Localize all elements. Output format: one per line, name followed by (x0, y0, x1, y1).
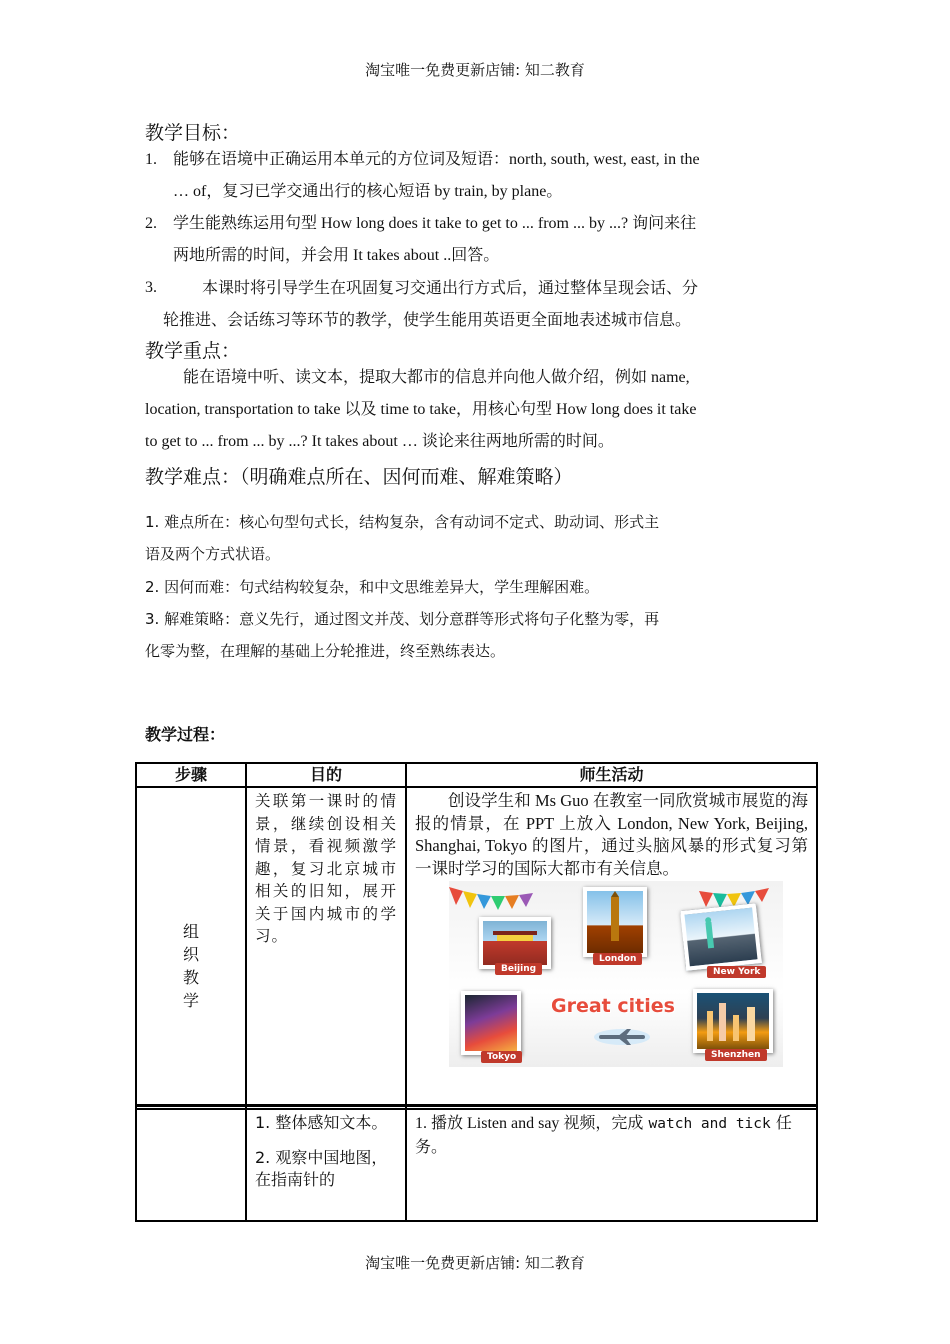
photo-shenzhen (693, 989, 773, 1053)
activity-cell (406, 787, 817, 1105)
objective-2-line1: 学生能熟练运用句型 How long does it take to get to ... from ... by ...? 询问来往 (173, 215, 697, 232)
purpose-2-item2: 2. 观察中国地图，在指南针的 (255, 1147, 388, 1189)
slide-title: Great cities (551, 995, 675, 1017)
photo-new-york (680, 903, 762, 971)
step-char: 教 (182, 967, 199, 987)
process-table (135, 762, 818, 1222)
great-cities-slide (449, 881, 783, 1067)
objective-3-number: 3. (145, 279, 157, 296)
activity-text: 创设学生和 Ms Guo 在教室一同欣赏城市展览的海报的情景，在 PPT 上放入 London, New York, Beijing, Shanghai, Tokyo 的图片，通过头脑风暴的形式复习第一课时学习的国际大都市有关信息。 (415, 791, 808, 878)
purpose-cell-2 (246, 1109, 406, 1221)
step-cell-2 (136, 1109, 246, 1221)
activity-2-text (407, 1110, 816, 1158)
key-points-title: 教学重点： (145, 340, 241, 362)
label-london: London (593, 953, 642, 965)
header-purpose: 目的 (246, 763, 406, 787)
objective-3-line1: 本课时将引导学生在巩固复习交通出行方式后，通过整体呈现会话、分 (202, 278, 699, 297)
step-char: 组 (182, 921, 199, 941)
key-points-line2: location, transportation to take 以及 time to take，用核心句型 How long does it take (145, 401, 697, 418)
objectives-title: 教学目标： (145, 122, 241, 144)
activity-2-code: watch and tick (648, 1116, 771, 1132)
skyline-icon (697, 993, 769, 1049)
statue-of-liberty-icon (684, 908, 757, 967)
table-header-row (136, 763, 817, 787)
key-points-line3: to get to ... from ... by ...? It takes about … 谈论来往两地所需的时间。 (145, 433, 614, 450)
purpose-text: 关联第一课时的情景，继续创设相关情景，看视频激学趣，复习北京城市相关的旧知，展开关于国内城市的学习。 (255, 792, 397, 945)
process-title: 教学过程： (145, 725, 226, 744)
step-char: 织 (182, 944, 199, 964)
difficulties-title: 教学难点：（明确难点所在、因何而难、解难策略） (145, 466, 573, 488)
label-tokyo: Tokyo (481, 1051, 522, 1063)
difficulties-line1: 1. 难点所在：核心句型句式长，结构复杂，含有动词不定式、助动词、形式主 (145, 513, 660, 531)
difficulties-line5: 化零为整，在理解的基础上分轮推进，终至熟练表达。 (145, 642, 506, 660)
objective-1-line2: … of，复习已学交通出行的核心短语 by train, by plane。 (173, 183, 563, 200)
objective-2-number: 2. (145, 215, 157, 232)
label-beijing: Beijing (495, 963, 542, 975)
purpose-cell (246, 787, 406, 1105)
photo-beijing (479, 917, 551, 969)
key-points-line1: 能在语境中听、读文本，提取大都市的信息并向他人做介绍，例如 name, (183, 369, 690, 386)
label-new-york: New York (707, 966, 766, 978)
header-step: 步骤 (136, 763, 246, 787)
photo-tokyo (461, 991, 521, 1055)
airplane-icon (587, 1025, 657, 1047)
beijing-gate-icon (483, 921, 547, 965)
big-ben-icon (587, 891, 643, 953)
difficulties-line2: 语及两个方式状语。 (145, 545, 281, 563)
objective-3-line2: 轮推进、会话练习等环节的教学，使学生能用英语更全面地表述城市信息。 (163, 310, 692, 329)
step-cell (136, 787, 246, 1105)
step-char: 学 (182, 990, 199, 1010)
difficulties-line3: 2. 因何而难：句式结构较复杂，和中文思维差异大，学生理解困难。 (145, 578, 600, 596)
photo-london (583, 887, 647, 957)
label-shenzhen: Shenzhen (705, 1049, 767, 1061)
header-activity: 师生活动 (406, 763, 817, 787)
purpose-2-item1: 1. 整体感知文本。 (255, 1113, 388, 1132)
activity-2-part-a: 1. 播放 Listen and say 视频，完成 (415, 1115, 644, 1132)
objective-1-number: 1. (145, 151, 157, 168)
objective-2-line2: 两地所需的时间，并会用 It takes about ..回答。 (173, 247, 500, 264)
page-header: 淘宝唯一免费更新店铺: 知二教育 (365, 61, 585, 79)
activity-2-part-b: 任务。 (415, 1113, 792, 1156)
table-row (136, 787, 817, 1105)
page-footer: 淘宝唯一免费更新店铺: 知二教育 (365, 1254, 585, 1272)
objective-1-line1: 能够在语境中正确运用本单元的方位词及短语：north, south, west, east, in the (173, 151, 700, 168)
table-row (136, 1109, 817, 1221)
difficulties-line4: 3. 解难策略：意义先行，通过图文并茂、划分意群等形式将句子化整为零，再 (145, 610, 660, 628)
activity-cell-2 (406, 1109, 817, 1221)
